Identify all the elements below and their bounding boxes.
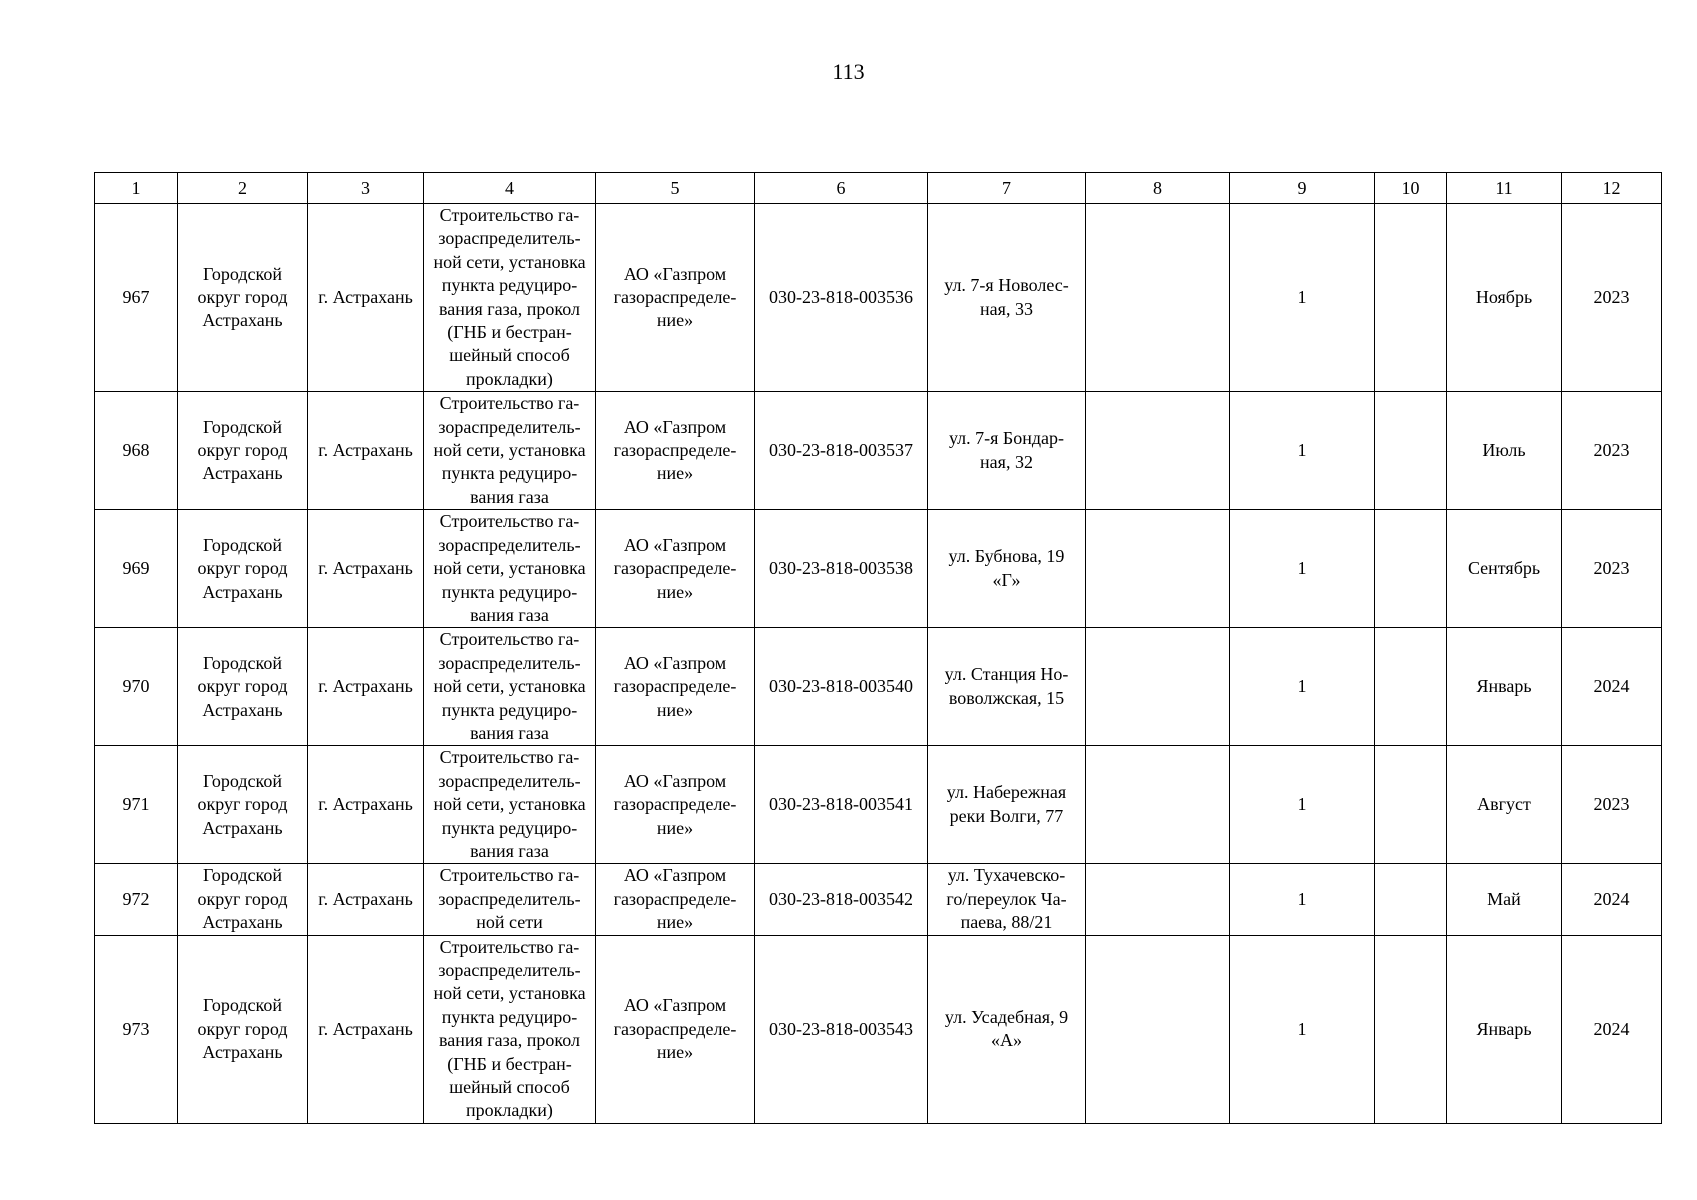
cell-address	[928, 204, 1086, 392]
cell-number: 968	[95, 392, 178, 510]
cell-line: прокладки)	[466, 1100, 553, 1121]
cell-line: зораспределитель-	[438, 416, 581, 437]
cell-line: АО «Газпром	[623, 995, 727, 1016]
cell-line: пункта редуциро-	[441, 1006, 578, 1027]
cell-line: Городской	[203, 995, 282, 1016]
table-row	[95, 746, 1662, 864]
cell-line: Астрахань	[202, 699, 283, 720]
cell-line: округ город	[197, 286, 288, 307]
cell-quantity: 1	[1230, 628, 1375, 746]
cell-quantity: 1	[1230, 392, 1375, 510]
cell-line: округ город	[197, 794, 288, 815]
cell-line: ние»	[656, 581, 694, 602]
cell-line: Городской	[203, 416, 282, 437]
cell-line: го/переулок Ча-	[946, 888, 1067, 909]
cell-line: Строительство га-	[439, 865, 580, 886]
cell-line: Астрахань	[202, 310, 283, 331]
column-header: 9	[1230, 173, 1375, 204]
cell-address	[928, 510, 1086, 628]
table-row	[95, 864, 1662, 935]
cell-code: 030-23-818-003536	[755, 204, 928, 392]
cell-line: ул. Усадебная, 9	[944, 1006, 1069, 1027]
cell-line: ной сети, установка	[433, 983, 586, 1004]
cell-line: Астрахань	[202, 912, 283, 933]
cell-line: ние»	[656, 1041, 694, 1062]
cell-line: АО «Газпром	[623, 770, 727, 791]
cell-month: Май	[1447, 864, 1562, 935]
cell-line: зораспределитель-	[438, 228, 581, 249]
cell-district	[178, 746, 308, 864]
cell-line: (ГНБ и бестран-	[447, 1053, 572, 1074]
cell-line: ной сети, установка	[433, 794, 586, 815]
cell-line: ние»	[656, 310, 694, 331]
cell-line: пункта редуциро-	[441, 817, 578, 838]
cell-code: 030-23-818-003540	[755, 628, 928, 746]
cell-month: Январь	[1447, 935, 1562, 1123]
column-header: 5	[596, 173, 755, 204]
cell-address	[928, 392, 1086, 510]
cell-quantity: 1	[1230, 510, 1375, 628]
cell-line: округ город	[197, 558, 288, 579]
cell-year: 2024	[1562, 628, 1662, 746]
cell-month: Январь	[1447, 628, 1562, 746]
cell-month: Август	[1447, 746, 1562, 864]
cell-month: Сентябрь	[1447, 510, 1562, 628]
cell-line: АО «Газпром	[623, 263, 727, 284]
cell-quantity: 1	[1230, 204, 1375, 392]
cell-line: Городской	[203, 263, 282, 284]
cell-line: Астрахань	[202, 817, 283, 838]
column-header: 12	[1562, 173, 1662, 204]
cell-number: 967	[95, 204, 178, 392]
cell-line: вания газа, прокол	[439, 1030, 580, 1051]
cell-line: ной сети, установка	[433, 440, 586, 461]
cell-number: 972	[95, 864, 178, 935]
cell-col-10	[1375, 628, 1447, 746]
cell-line: Строительство га-	[439, 936, 580, 957]
cell-address	[928, 864, 1086, 935]
column-header: 2	[178, 173, 308, 204]
cell-col-10	[1375, 864, 1447, 935]
cell-district	[178, 935, 308, 1123]
cell-line: ул. Бубнова, 19	[948, 546, 1065, 567]
column-header: 1	[95, 173, 178, 204]
cell-col-10	[1375, 204, 1447, 392]
cell-line: шейный способ	[449, 345, 570, 366]
cell-line: округ город	[197, 888, 288, 909]
cell-line: Астрахань	[202, 463, 283, 484]
cell-line: ул. Набережная	[946, 782, 1067, 803]
cell-line: ул. 7-я Бондар-	[948, 428, 1065, 449]
cell-year: 2023	[1562, 510, 1662, 628]
cell-number: 973	[95, 935, 178, 1123]
cell-line: газораспределе-	[613, 286, 737, 307]
cell-line: газораспределе-	[613, 676, 737, 697]
cell-code: 030-23-818-003543	[755, 935, 928, 1123]
cell-year: 2024	[1562, 935, 1662, 1123]
cell-line: округ город	[197, 676, 288, 697]
cell-col-8	[1086, 204, 1230, 392]
column-header: 11	[1447, 173, 1562, 204]
cell-district	[178, 510, 308, 628]
column-header: 7	[928, 173, 1086, 204]
cell-line: ул. Станция Но-	[944, 664, 1069, 685]
cell-line: ние»	[656, 463, 694, 484]
cell-line: Городской	[203, 865, 282, 886]
cell-col-10	[1375, 392, 1447, 510]
cell-line: газораспределе-	[613, 440, 737, 461]
cell-month: Июль	[1447, 392, 1562, 510]
table-row	[95, 392, 1662, 510]
cell-work-description	[424, 746, 596, 864]
cell-line: Строительство га-	[439, 747, 580, 768]
cell-district	[178, 628, 308, 746]
cell-city: г. Астрахань	[308, 510, 424, 628]
cell-quantity: 1	[1230, 935, 1375, 1123]
cell-code: 030-23-818-003542	[755, 864, 928, 935]
cell-year: 2023	[1562, 746, 1662, 864]
cell-line: «Г»	[992, 569, 1021, 590]
cell-line: Строительство га-	[439, 511, 580, 532]
cell-line: газораспределе-	[613, 794, 737, 815]
cell-col-8	[1086, 510, 1230, 628]
cell-line: ние»	[656, 817, 694, 838]
cell-district	[178, 392, 308, 510]
cell-line: зораспределитель-	[438, 960, 581, 980]
cell-line: (ГНБ и бестран-	[447, 322, 572, 343]
cell-line: Городской	[203, 652, 282, 673]
cell-city: г. Астрахань	[308, 935, 424, 1123]
cell-line: «А»	[991, 1030, 1022, 1051]
cell-line: Городской	[203, 534, 282, 555]
cell-line: ул. Тухачевско-	[947, 865, 1066, 886]
cell-organization	[596, 864, 755, 935]
cell-line: Городской	[203, 770, 282, 791]
cell-line: ная, 33	[980, 298, 1033, 319]
cell-line: АО «Газпром	[623, 534, 727, 555]
cell-line: зораспределитель-	[438, 770, 581, 791]
cell-organization	[596, 746, 755, 864]
cell-year: 2023	[1562, 204, 1662, 392]
cell-line: воволжская, 15	[948, 687, 1065, 708]
cell-code: 030-23-818-003538	[755, 510, 928, 628]
cell-line: Астрахань	[202, 581, 283, 602]
cell-city: г. Астрахань	[308, 628, 424, 746]
cell-line: округ город	[197, 1018, 288, 1039]
cell-city: г. Астрахань	[308, 746, 424, 864]
cell-line: ная, 32	[980, 451, 1033, 472]
cell-organization	[596, 510, 755, 628]
cell-col-10	[1375, 935, 1447, 1123]
table-row	[95, 510, 1662, 628]
cell-col-8	[1086, 392, 1230, 510]
cell-organization	[596, 204, 755, 392]
cell-address	[928, 628, 1086, 746]
table-row	[95, 935, 1662, 1123]
cell-col-8	[1086, 864, 1230, 935]
cell-col-8	[1086, 935, 1230, 1123]
table-row	[95, 628, 1662, 746]
cell-line: ной сети, установка	[433, 251, 586, 272]
cell-line: газораспределе-	[613, 888, 737, 909]
cell-city: г. Астрахань	[308, 864, 424, 935]
cell-line: пункта редуциро-	[441, 581, 578, 602]
cell-line: прокладки)	[466, 368, 553, 389]
cell-year: 2023	[1562, 392, 1662, 510]
cell-work-description	[424, 628, 596, 746]
cell-month: Ноябрь	[1447, 204, 1562, 392]
cell-line: ной сети, установка	[433, 676, 586, 697]
cell-number: 970	[95, 628, 178, 746]
cell-number: 971	[95, 746, 178, 864]
cell-line: пункта редуциро-	[441, 699, 578, 720]
cell-line: ной сети, установка	[433, 558, 586, 579]
table-row	[95, 204, 1662, 392]
table-body	[95, 204, 1662, 1124]
cell-line: вания газа	[470, 604, 549, 625]
cell-line: ул. 7-я Новолес-	[944, 275, 1069, 296]
cell-number: 969	[95, 510, 178, 628]
column-header: 6	[755, 173, 928, 204]
cell-line: округ город	[197, 440, 288, 461]
cell-address	[928, 935, 1086, 1123]
cell-line: зораспределитель-	[438, 652, 581, 673]
cell-line: Строительство га-	[439, 393, 580, 414]
cell-col-8	[1086, 746, 1230, 864]
cell-line: ние»	[656, 912, 694, 933]
column-header: 3	[308, 173, 424, 204]
cell-line: зораспределитель-	[438, 888, 581, 909]
cell-line: пункта редуциро-	[441, 275, 578, 296]
cell-organization	[596, 935, 755, 1123]
cell-code: 030-23-818-003541	[755, 746, 928, 864]
cell-city: г. Астрахань	[308, 392, 424, 510]
cell-line: вания газа	[470, 486, 549, 507]
column-header: 8	[1086, 173, 1230, 204]
column-header: 10	[1375, 173, 1447, 204]
cell-line: ной сети	[476, 912, 543, 933]
cell-work-description	[424, 864, 596, 935]
data-table	[94, 172, 1662, 1124]
cell-line: газораспределе-	[613, 558, 737, 579]
cell-line: зораспределитель-	[438, 534, 581, 555]
cell-line: Астрахань	[202, 1041, 283, 1062]
cell-year: 2024	[1562, 864, 1662, 935]
page-number: 113	[832, 59, 865, 84]
column-header: 4	[424, 173, 596, 204]
cell-quantity: 1	[1230, 864, 1375, 935]
cell-organization	[596, 628, 755, 746]
cell-line: Строительство га-	[439, 205, 580, 225]
cell-organization	[596, 392, 755, 510]
cell-col-10	[1375, 510, 1447, 628]
cell-line: АО «Газпром	[623, 865, 727, 886]
cell-line: Строительство га-	[439, 629, 580, 650]
cell-code: 030-23-818-003537	[755, 392, 928, 510]
cell-line: вания газа, прокол	[439, 298, 580, 319]
cell-line: пункта редуциро-	[441, 463, 578, 484]
cell-address	[928, 746, 1086, 864]
cell-line: шейный способ	[449, 1077, 570, 1098]
cell-district	[178, 204, 308, 392]
header-row	[95, 173, 1662, 204]
cell-col-8	[1086, 628, 1230, 746]
cell-line: АО «Газпром	[623, 652, 727, 673]
cell-line: АО «Газпром	[623, 416, 727, 437]
cell-work-description	[424, 935, 596, 1123]
cell-line: вания газа	[470, 722, 549, 743]
cell-city: г. Астрахань	[308, 204, 424, 392]
cell-work-description	[424, 204, 596, 392]
cell-line: паева, 88/21	[960, 912, 1053, 933]
cell-work-description	[424, 510, 596, 628]
cell-line: газораспределе-	[613, 1018, 737, 1039]
cell-district	[178, 864, 308, 935]
cell-line: ние»	[656, 699, 694, 720]
cell-line: реки Волги, 77	[949, 805, 1064, 826]
cell-quantity: 1	[1230, 746, 1375, 864]
cell-col-10	[1375, 746, 1447, 864]
cell-work-description	[424, 392, 596, 510]
cell-line: вания газа	[470, 840, 549, 861]
